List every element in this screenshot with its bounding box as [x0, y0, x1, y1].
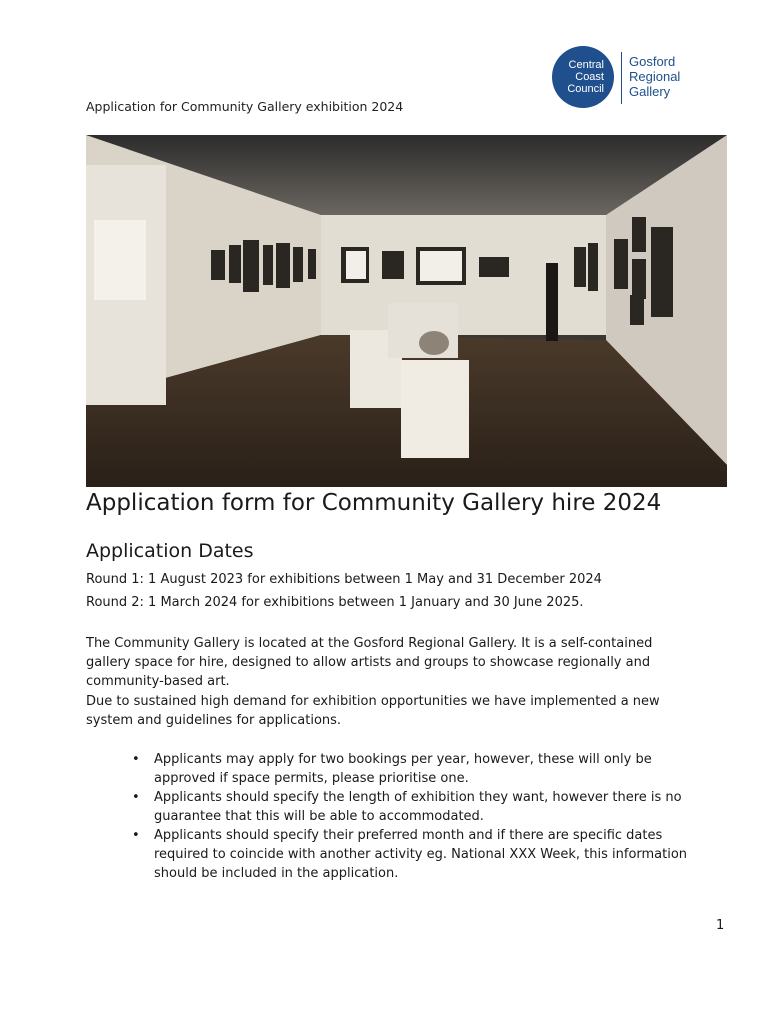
central-coast-council-logo — [552, 46, 692, 112]
round-2-dates: Round 2: 1 March 2024 for exhibitions between 1 January and 30 June 2025. — [86, 595, 584, 610]
logo-divider — [621, 52, 622, 104]
list-item-text: Applicants may apply for two bookings per year, however, these will only be approved if space permits, please prioritise one. — [154, 752, 652, 786]
gallery-interior-photo — [86, 135, 727, 487]
logo-council-line-1: Central — [568, 59, 604, 71]
application-dates-heading: Application Dates — [86, 540, 254, 562]
application-guidelines-list — [130, 750, 698, 883]
intro-paragraph: The Community Gallery is located at the Gosford Regional Gallery. It is a self-contained gallery space for hire, designed to allow artists and groups to showcase regionally and community-based art. — [86, 636, 653, 689]
list-item — [130, 826, 698, 883]
list-item-text: Applicants should specify their preferred month and if there are specific dates required to coincide with another activity eg. National XXX Week, this information should be included in the application. — [154, 828, 688, 881]
page-number: 1 — [716, 918, 725, 933]
logo-council-line-3: Council — [567, 83, 604, 95]
gallery-logo-text — [629, 54, 680, 99]
page-title: Application form for Community Gallery hire 2024 — [86, 490, 662, 516]
list-item — [130, 750, 698, 788]
logo-gallery-line-2: Regional — [629, 69, 681, 84]
logo-gallery-line-3: Gallery — [629, 84, 671, 99]
bullet-icon: • — [132, 790, 140, 805]
council-logo-badge — [552, 46, 614, 108]
list-item-text: Applicants should specify the length of exhibition they want, however there is no guarantee that this will be able to accommodated. — [154, 790, 682, 824]
bullet-icon: • — [132, 752, 140, 767]
document-header: Application for Community Gallery exhibition 2024 — [86, 99, 404, 114]
logo-gallery-line-1: Gosford — [629, 54, 676, 69]
guidelines-paragraph: Due to sustained high demand for exhibition opportunities we have implemented a new system and guidelines for applications. — [86, 694, 660, 728]
logo-council-line-2: Coast — [575, 71, 604, 83]
round-1-dates: Round 1: 1 August 2023 for exhibitions between 1 May and 31 December 2024 — [86, 572, 602, 587]
list-item — [130, 788, 698, 826]
bullet-icon: • — [132, 828, 140, 843]
